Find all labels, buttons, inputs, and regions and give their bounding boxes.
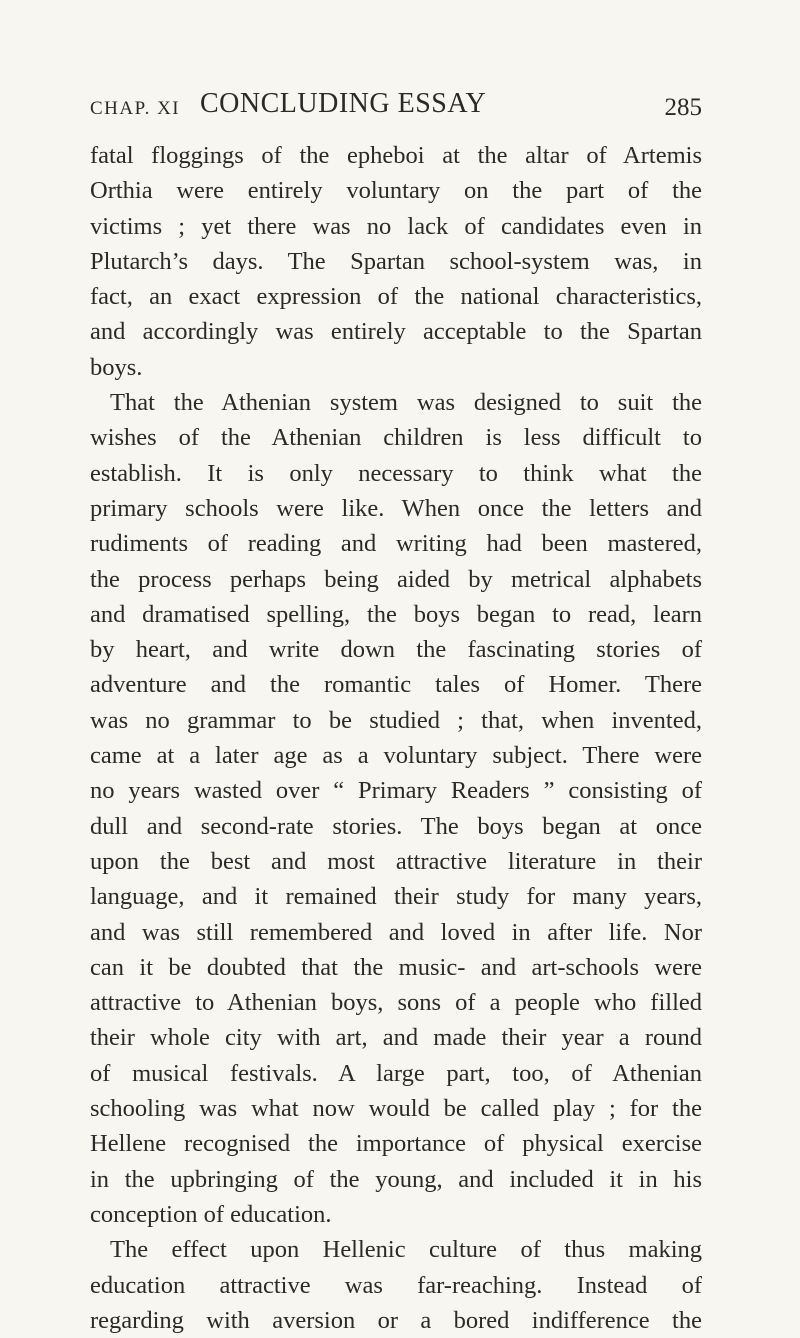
text-line: adventure and the romantic tales of Homer. There — [90, 671, 702, 699]
text-line: primary schools were like. When once the letters and — [90, 494, 702, 522]
chapter-label: CHAP. XI — [90, 98, 181, 119]
text-line: boys. — [90, 353, 143, 381]
text-line: schooling was what now would be called play ; for the — [90, 1095, 702, 1123]
text-line: rudiments of reading and writing had been mastered, — [90, 530, 702, 558]
text-line: language, and it remained their study for many years, — [90, 883, 702, 911]
text-line: fatal floggings of the epheboi at the altar of Artemis — [90, 142, 702, 169]
text-line: regarding with aversion or a bored indifference the — [90, 1306, 702, 1334]
text-line: the process perhaps being aided by metrical alphabets — [90, 565, 702, 593]
text-line: and accordingly was entirely acceptable to the Spartan — [90, 318, 702, 346]
text-line: wishes of the Athenian children is less difficult to — [90, 424, 702, 452]
text-line: no years wasted over “ Primary Readers ” consisting of — [90, 777, 702, 805]
text-line: Orthia were entirely voluntary on the part of the — [90, 177, 702, 205]
body-text — [90, 138, 702, 1338]
text-line: dull and second-rate stories. The boys began at once — [90, 812, 702, 840]
text-line: fact, an exact expression of the national characteristics, — [90, 283, 702, 311]
text-line: of musical festivals. A large part, too, of Athenian — [90, 1059, 702, 1087]
text-line: victims ; yet there was no lack of candidates even in — [90, 212, 702, 240]
text-line: education attractive was far-reaching. Instead of — [90, 1271, 702, 1299]
text-line: by heart, and write down the fascinating stories of — [90, 636, 702, 664]
text-line: That the Athenian system was designed to suit the — [110, 389, 702, 417]
text-line: attractive to Athenian boys, sons of a people who filled — [90, 989, 702, 1017]
text-line: upon the best and most attractive literature in their — [90, 847, 702, 875]
text-line: can it be doubted that the music- and art-schools were — [90, 953, 702, 981]
text-line: The effect upon Hellenic culture of thus making — [110, 1236, 702, 1264]
text-line: Hellene recognised the importance of physical exercise — [90, 1130, 702, 1158]
text-line: conception of education. — [90, 1200, 332, 1228]
text-line: and dramatised spelling, the boys began to read, learn — [90, 600, 702, 628]
text-line: their whole city with art, and made their year a round — [90, 1024, 702, 1052]
text-line: Plutarch’s days. The Spartan school-system was, in — [90, 247, 702, 275]
text-line: in the upbringing of the young, and included it in his — [90, 1165, 702, 1193]
text-line: establish. It is only necessary to think what the — [90, 459, 702, 487]
text-line: came at a later age as a voluntary subject. There were — [90, 742, 702, 770]
chapter-title: CONCLUDING ESSAY — [200, 88, 487, 119]
running-head — [90, 88, 702, 128]
page-number: 285 — [664, 94, 702, 121]
text-line: and was still remembered and loved in after life. Nor — [90, 918, 702, 946]
text-line: was no grammar to be studied ; that, when invented, — [90, 706, 702, 734]
